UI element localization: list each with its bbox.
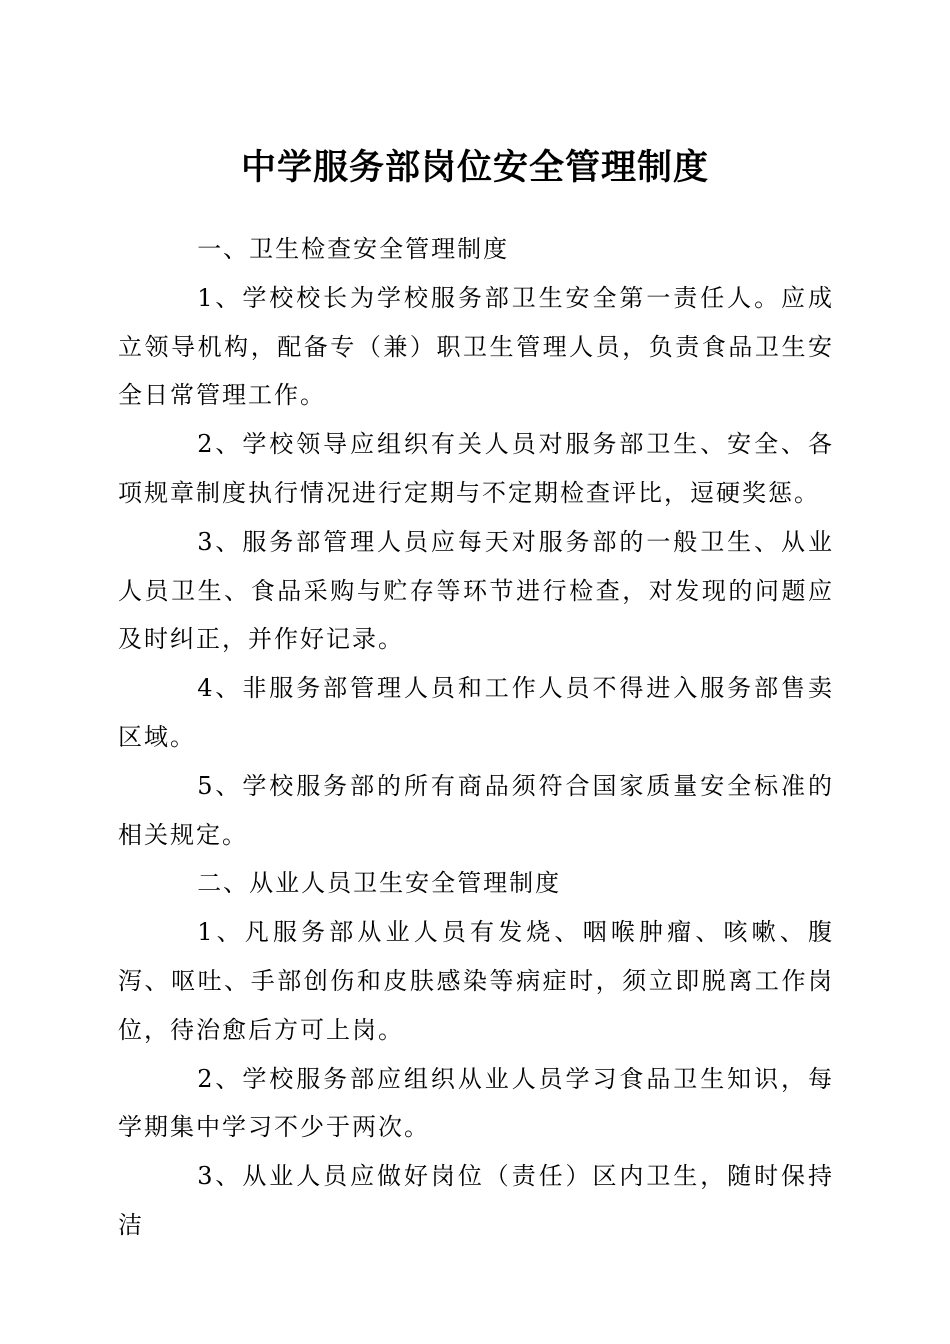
paragraph: 1、凡服务部从业人员有发烧、咽喉肿瘤、咳嗽、腹泻、呕吐、手部创伤和皮肤感染等病症时，须立即脱离工作岗位，待治愈后方可上岗。 bbox=[118, 918, 834, 1044]
section-heading: 二、从业人员卫生安全管理制度 bbox=[197, 869, 562, 898]
section-heading: 一、卫生检查安全管理制度 bbox=[197, 235, 510, 263]
document-title: 中学服务部岗位安全管理制度 bbox=[240, 148, 709, 188]
paragraph: 3、服务部管理人员应每天对服务部的一般卫生、从业人员卫生、食品采购与贮存等环节进行检查，对发现的问题应及时纠正，并作好记录。 bbox=[118, 527, 834, 654]
document-body bbox=[118, 225, 834, 1250]
paragraph: 5、学校服务部的所有商品须符合国家质量安全标准的相关规定。 bbox=[118, 771, 834, 849]
paragraph: 2、学校领导应组织有关人员对服务部卫生、安全、各项规章制度执行情况进行定期与不定期检查评比，逗硬奖惩。 bbox=[118, 430, 834, 507]
paragraph: 3、从业人员应做好岗位（责任）区内卫生，随时保持洁 bbox=[118, 1162, 834, 1239]
paragraph: 2、学校服务部应组织从业人员学习食品卫生知识，每学期集中学习不少于两次。 bbox=[118, 1064, 834, 1142]
paragraph: 4、非服务部管理人员和工作人员不得进入服务部售卖区域。 bbox=[118, 674, 834, 751]
paragraph: 1、学校校长为学校服务部卫生安全第一责任人。应成立领导机构，配备专（兼）职卫生管理人员，负责食品卫生安全日常管理工作。 bbox=[118, 283, 834, 410]
